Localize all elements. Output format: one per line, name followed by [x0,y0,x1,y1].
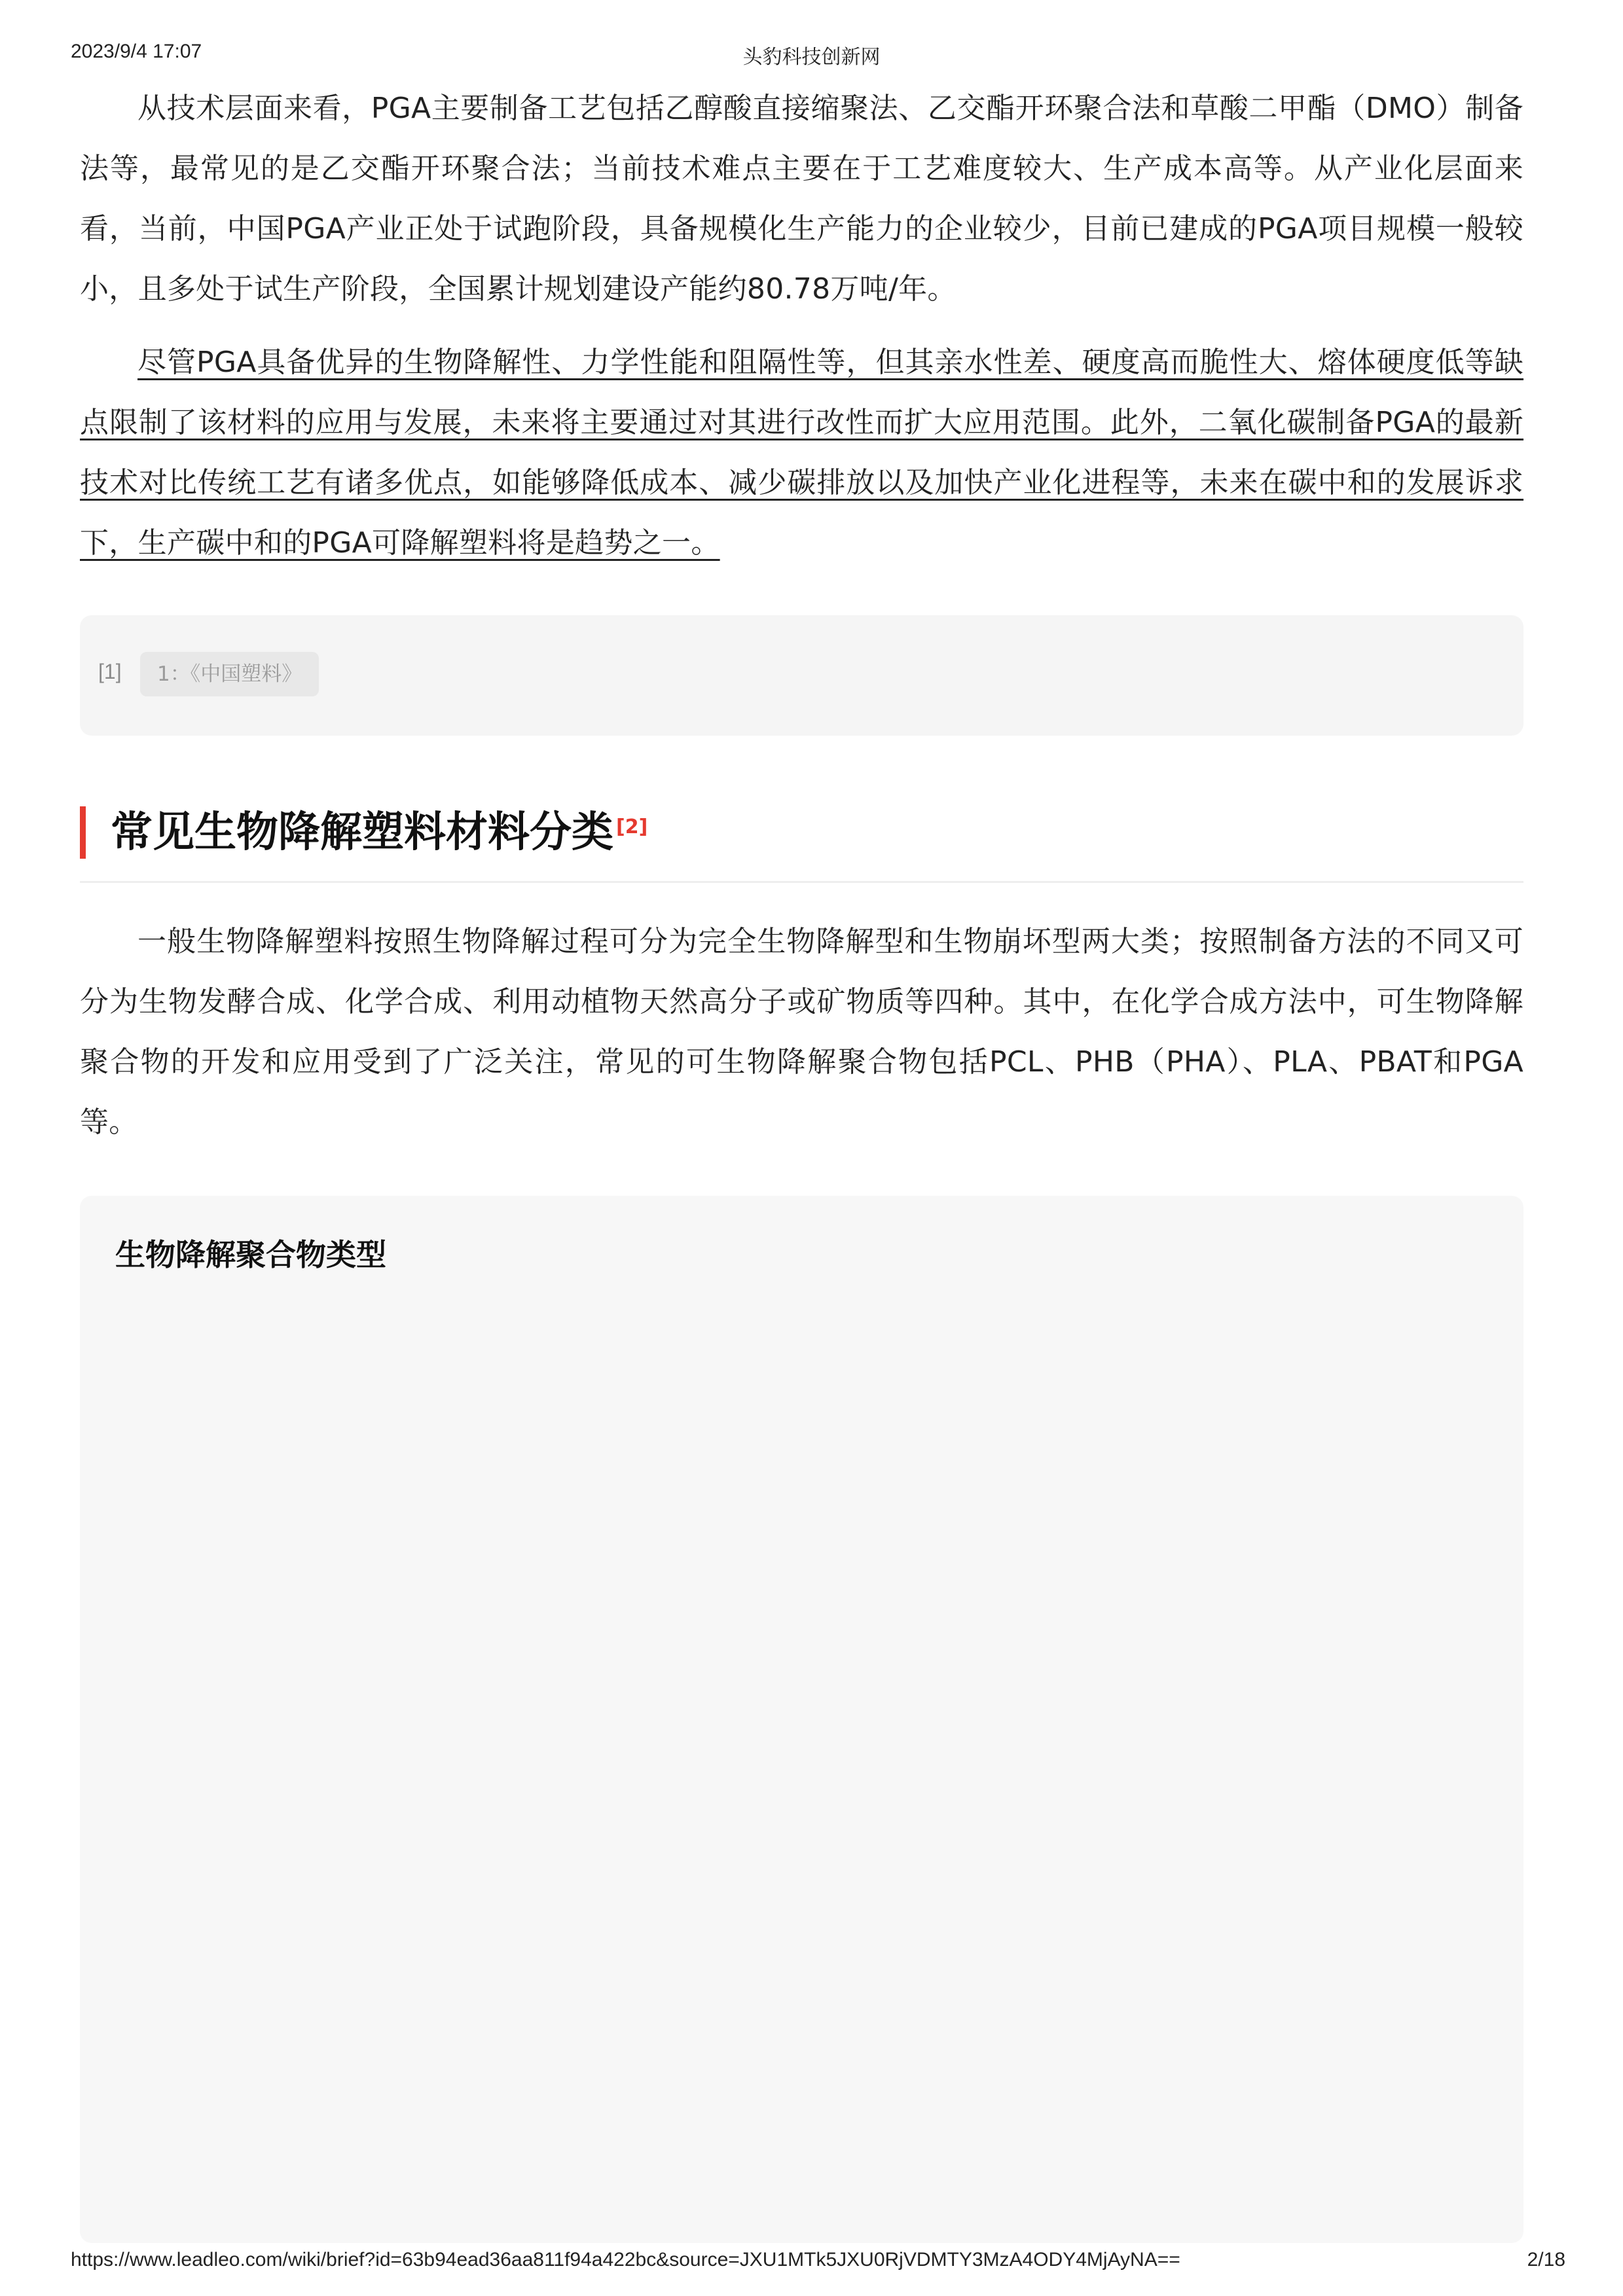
print-page-number: 2/18 [1527,2249,1565,2270]
figure-container [80,1196,1523,2243]
print-datetime: 2023/9/4 17:07 [71,41,202,62]
paragraph-classification: 一般生物降解塑料按照生物降解过程可分为完全生物降解型和生物崩坏型两大类；按照制备方法的不同又可分为生物发酵合成、化学合成、利用动植物天然高分子或矿物质等四种。其中，在化学合成方法中，可生物降解聚合物的开发和应用受到了广泛关注，常见的可生物降解聚合物包括PCL、PHB（PHA）、PLA、PBAT和PGA等。 [80,925,1523,1139]
paragraph-outlook: 尽管PGA具备优异的生物降解性、力学性能和阻隔性等，但其亲水性差、硬度高而脆性大、熔体硬度低等缺点限制了该材料的应用与发展，未来将主要通过对其进行改性而扩大应用范围。此外，二氧化碳制备PGA的最新技术对比传统工艺有诸多优点，如能够降低成本、减少碳排放以及加快产业化进程等，未来在碳中和的发展诉求下，生产碳中和的PGA可降解塑料将是趋势之一。 [80,346,1523,560]
article-content [80,79,1523,2243]
figure-title: 生物降解聚合物类型 [115,1237,386,1272]
section-title-text: 常见生物降解塑料材料分类 [111,808,613,857]
reference-box [80,615,1523,736]
section-title [80,806,1523,859]
paragraph-technology: 从技术层面来看，PGA主要制备工艺包括乙醇酸直接缩聚法、乙交酯开环聚合法和草酸二甲酯（DMO）制备法等，最常见的是乙交酯开环聚合法；当前技术难点主要在于工艺难度较大、生产成本高等。从产业化层面来看，当前，中国PGA产业正处于试跑阶段，具备规模化生产能力的企业较少，目前已建成的PGA项目规模一般较小，且多处于试生产阶段，全国累计规划建设产能约80.78万吨/年。 [80,92,1523,306]
reference-link[interactable]: 1：《中国塑料》 [140,652,319,696]
reference-number: [1] [98,660,122,683]
print-site-title: 头豹科技创新网 [742,46,881,69]
print-url: https://www.leadleo.com/wiki/brief?id=63b94ead36aa811f94a422bc&source=JXU1MTk5JXU0RjVDMTY3MzA4ODY4MjAyNA== [71,2249,1180,2270]
section-ref-marker[interactable]: [2] [616,816,648,838]
section-divider [80,881,1523,883]
